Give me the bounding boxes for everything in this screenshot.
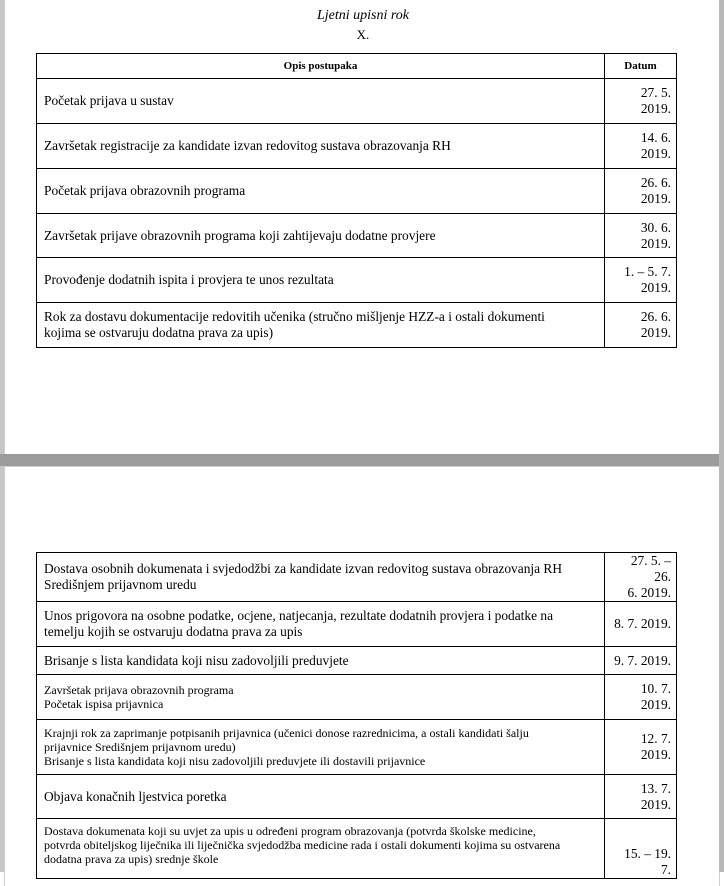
row-description: Dostava osobnih dokumenata i svjedodžbi za kandidate izvan redovitog sustava obrazovanja RH Središnjem prijavnom uredu <box>37 553 605 602</box>
schedule-table-1 <box>36 53 677 348</box>
row-description: Provođenje dodatnih ispita i provjera te unos rezultata <box>37 258 605 303</box>
table-row <box>37 79 677 124</box>
header-date: Datum <box>605 54 677 79</box>
document-page-1 <box>4 0 720 454</box>
page-gap <box>0 454 724 466</box>
row-date: 12. 7. 2019. <box>605 720 677 775</box>
table-row <box>37 303 677 348</box>
table-row <box>37 819 677 879</box>
section-number: X. <box>356 27 370 42</box>
row-date: 26. 6. 2019. <box>605 169 677 214</box>
document-page-2 <box>4 466 720 886</box>
row-description: Brisanje s lista kandidata koji nisu zadovoljili preduvjete <box>37 647 605 675</box>
row-description: Početak prijava obrazovnih programa <box>37 169 605 214</box>
row-description: Krajnji rok za zaprimanje potpisanih prijavnica (učenici donose razrednicima, a ostali kandidati šalju prijavnice Središnjem prijavnom uredu) Brisanje s lista kandidata koji nisu zadovoljili preduvjete ili dostavili prijavnice <box>37 720 605 775</box>
row-date: 13. 7. 2019. <box>605 775 677 819</box>
table-row <box>37 775 677 819</box>
row-description: Dostava dokumenata koji su uvjet za upis u određeni program obrazovanja (potvrda školske medicine, potvrda obiteljskog liječnika ili liječnička svjedodžba medicine rada i ostali dokumenti kojima su ostvarena dodatna prava za upis) srednje škole <box>37 819 605 879</box>
row-date: 27. 5. 2019. <box>605 79 677 124</box>
row-description: Rok za dostavu dokumentacije redovitih učenika (stručno mišljenje HZZ-a i ostali dokumenti kojima se ostvaruju dodatna prava za upis) <box>37 303 605 348</box>
schedule-table-2 <box>36 552 677 879</box>
row-description: Objava konačnih ljestvica poretka <box>37 775 605 819</box>
row-date: 10. 7. 2019. <box>605 675 677 720</box>
row-description: Završetak prijave obrazovnih programa koji zahtijevaju dodatne provjere <box>37 214 605 258</box>
table-row <box>37 214 677 258</box>
table-row <box>37 258 677 303</box>
table-row <box>37 553 677 602</box>
table-header-row <box>37 54 677 79</box>
row-date: 15. – 19. 7. <box>605 819 677 879</box>
row-description: Završetak registracije za kandidate izvan redovitog sustava obrazovanja RH <box>37 124 605 169</box>
row-date: 30. 6. 2019. <box>605 214 677 258</box>
row-date: 1. – 5. 7. 2019. <box>605 258 677 303</box>
row-date: 27. 5. – 26. 6. 2019. <box>605 553 677 602</box>
row-description: Unos prigovora na osobne podatke, ocjene, natjecanja, rezultate dodatnih provjera i podatke na temelju kojih se ostvaruju dodatna prava za upis <box>37 602 605 647</box>
table-row <box>37 602 677 647</box>
section-heading: Ljetni upisni rok <box>316 8 410 23</box>
header-description: Opis postupaka <box>37 54 605 79</box>
table-row <box>37 124 677 169</box>
row-description: Početak prijava u sustav <box>37 79 605 124</box>
row-description: Završetak prijava obrazovnih programa Početak ispisa prijavnica <box>37 675 605 720</box>
row-date: 9. 7. 2019. <box>605 647 677 675</box>
row-date: 26. 6. 2019. <box>605 303 677 348</box>
table-row <box>37 675 677 720</box>
row-date: 14. 6. 2019. <box>605 124 677 169</box>
table-row <box>37 720 677 775</box>
table-row <box>37 647 677 675</box>
table-row <box>37 169 677 214</box>
viewer-right-edge <box>719 0 724 872</box>
row-date: 8. 7. 2019. <box>605 602 677 647</box>
